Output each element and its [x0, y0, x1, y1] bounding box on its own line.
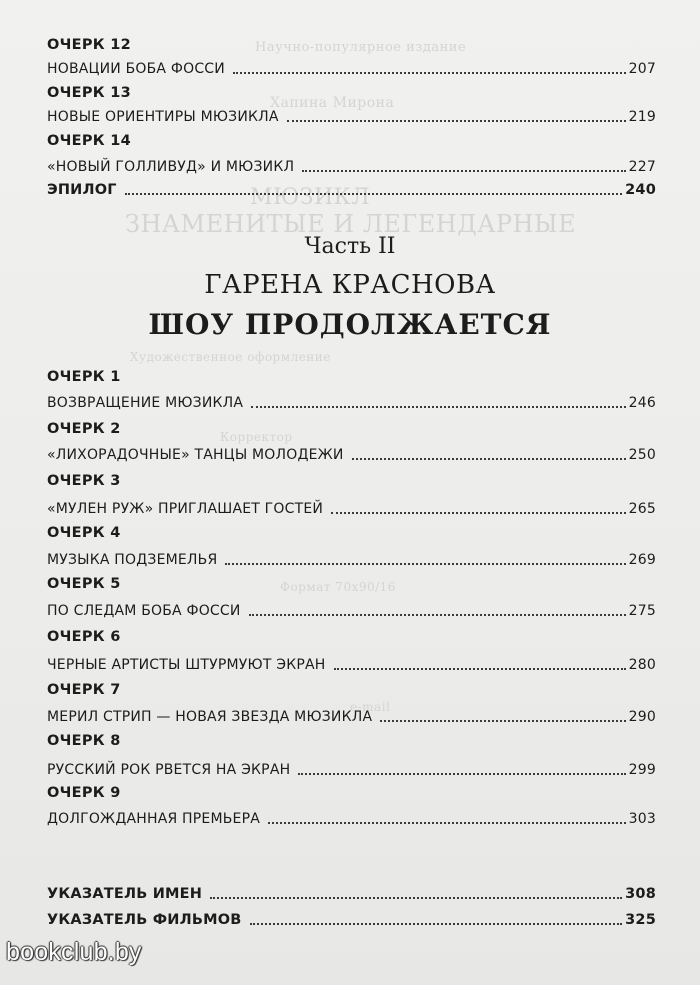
- page-number: 303: [628, 811, 656, 827]
- entry-title: ЭПИЛОГ: [47, 182, 117, 198]
- page-number: 275: [628, 603, 656, 619]
- entry-title: ВОЗВРАЩЕНИЕ МЮЗИКЛА: [47, 395, 244, 411]
- toc-entry[interactable]: [47, 443, 656, 465]
- page-number: 250: [628, 447, 656, 463]
- page-number: 299: [628, 762, 656, 778]
- page-number: 308: [625, 886, 656, 902]
- entry-title: НОВАЦИИ БОБА ФОССИ: [47, 61, 225, 77]
- entry-title: ЧЕРНЫЕ АРТИСТЫ ШТУРМУЮТ ЭКРАН: [47, 657, 326, 673]
- toc-entry[interactable]: [47, 391, 656, 413]
- chapter-heading: ОЧЕРК 7: [47, 682, 121, 698]
- dot-leader: [251, 405, 626, 408]
- dot-leader: [287, 119, 626, 122]
- chapter-heading: ОЧЕРК 14: [47, 133, 132, 149]
- entry-title: ДОЛГОЖДАННАЯ ПРЕМЬЕРА: [47, 811, 261, 827]
- toc-entry[interactable]: [47, 57, 656, 79]
- bleed-through-text: Корректор: [220, 430, 293, 444]
- bleed-through-text: Научно-популярное издание: [255, 40, 467, 55]
- page-number: 246: [628, 395, 656, 411]
- bleed-through-text: Формат 70x90/16: [280, 580, 396, 594]
- page-number: 325: [625, 912, 656, 928]
- chapter-heading: ОЧЕРК 9: [47, 785, 121, 801]
- bleed-through-text: Хапина Мирона: [270, 95, 395, 111]
- chapter-heading: ОЧЕРК 6: [47, 629, 121, 645]
- dot-leader: [380, 719, 625, 722]
- toc-entry[interactable]: [47, 497, 656, 519]
- dot-leader: [249, 613, 626, 616]
- entry-title: МУЗЫКА ПОДЗЕМЕЛЬЯ: [47, 552, 218, 568]
- chapter-heading: ОЧЕРК 12: [47, 37, 132, 53]
- entry-title: РУССКИЙ РОК РВЕТСЯ НА ЭКРАН: [47, 762, 291, 778]
- page-number: 265: [628, 501, 656, 517]
- part-title: ШОУ ПРОДОЛЖАЕТСЯ: [148, 308, 552, 341]
- dot-leader: [125, 192, 622, 195]
- page-number: 240: [625, 182, 656, 198]
- dot-leader: [298, 772, 625, 775]
- toc-entry[interactable]: [47, 599, 656, 621]
- entry-title: УКАЗАТЕЛЬ ИМЕН: [47, 886, 203, 902]
- entry-title: «НОВЫЙ ГОЛЛИВУД» И МЮЗИКЛ: [47, 159, 295, 175]
- chapter-heading: ОЧЕРК 13: [47, 85, 132, 101]
- bleed-through-text: e-mail: [350, 700, 391, 714]
- bleed-through-text: Художественное оформление: [130, 350, 331, 364]
- page-number: 290: [628, 709, 656, 725]
- site-watermark: bookclub.by: [6, 938, 142, 966]
- page-number: 207: [628, 61, 656, 77]
- chapter-heading: ОЧЕРК 1: [47, 369, 121, 385]
- part-label: Часть II: [304, 234, 396, 259]
- toc-entry[interactable]: [47, 653, 656, 675]
- chapter-heading: ОЧЕРК 2: [47, 421, 121, 437]
- chapter-heading: ОЧЕРК 8: [47, 733, 121, 749]
- entry-title: ПО СЛЕДАМ БОБА ФОССИ: [47, 603, 241, 619]
- dot-leader: [302, 169, 625, 172]
- toc-entry[interactable]: [47, 155, 656, 177]
- entry-title: НОВЫЕ ОРИЕНТИРЫ МЮЗИКЛА: [47, 109, 279, 125]
- dot-leader: [225, 562, 625, 565]
- entry-title: «ЛИХОРАДОЧНЫЕ» ТАНЦЫ МОЛОДЕЖИ: [47, 447, 344, 463]
- toc-entry[interactable]: [47, 105, 656, 127]
- bleed-through-text: МЮЗИКЛ: [250, 185, 371, 210]
- dot-leader: [352, 457, 626, 460]
- dot-leader: [210, 896, 622, 899]
- dot-leader: [250, 922, 623, 925]
- toc-entry-epilogue[interactable]: [47, 178, 656, 200]
- entry-title: УКАЗАТЕЛЬ ФИЛЬМОВ: [47, 912, 242, 928]
- toc-entry[interactable]: [47, 758, 656, 780]
- toc-entry-index[interactable]: [47, 908, 656, 930]
- part-author: ГАРЕНА КРАСНОВА: [204, 270, 496, 300]
- entry-title: МЕРИЛ СТРИП — НОВАЯ ЗВЕЗДА МЮЗИКЛА: [47, 709, 373, 725]
- dot-leader: [334, 667, 626, 670]
- toc-entry[interactable]: [47, 807, 656, 829]
- dot-leader: [233, 71, 626, 74]
- toc-entry[interactable]: [47, 548, 656, 570]
- toc-entry-index[interactable]: [47, 882, 656, 904]
- page-number: 269: [628, 552, 656, 568]
- chapter-heading: ОЧЕРК 4: [47, 525, 121, 541]
- dot-leader: [268, 821, 626, 824]
- page-number: 227: [628, 159, 656, 175]
- page-number: 280: [628, 657, 656, 673]
- dot-leader: [331, 511, 626, 514]
- page-number: 219: [628, 109, 656, 125]
- chapter-heading: ОЧЕРК 5: [47, 576, 121, 592]
- chapter-heading: ОЧЕРК 3: [47, 473, 121, 489]
- toc-entry[interactable]: [47, 705, 656, 727]
- bleed-through-text: ЗНАМЕНИТЫЕ И ЛЕГЕНДАРНЫЕ: [125, 210, 577, 238]
- entry-title: «МУЛЕН РУЖ» ПРИГЛАШАЕТ ГОСТЕЙ: [47, 501, 324, 517]
